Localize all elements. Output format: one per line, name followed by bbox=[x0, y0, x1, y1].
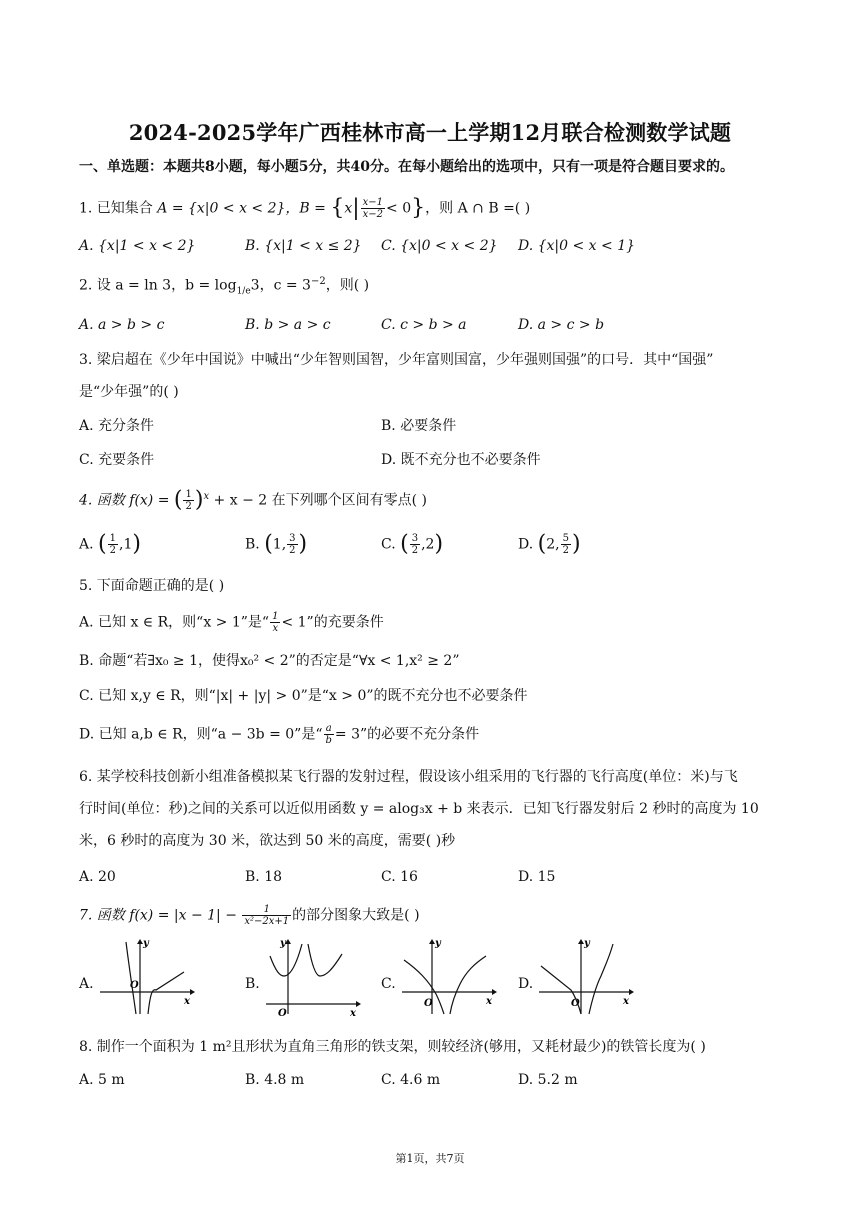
q1-setb-tail: < 0 bbox=[386, 200, 412, 217]
q1-setb-var: x bbox=[344, 200, 353, 217]
q2-stem-suffix: ，则( ) bbox=[325, 277, 370, 294]
page-title: 2024-2025学年广西桂林市高一上学期12月联合检测数学试题 bbox=[128, 120, 732, 145]
q7-label-b: B. bbox=[245, 976, 260, 992]
question-6-line-1: 6. 某学校科技创新小组准备模拟某飞行器的发射过程，假设该小组采用的飞行器的飞行高度(单位：米)与飞 bbox=[79, 769, 738, 785]
q6-option-a: A. 20 bbox=[79, 869, 116, 885]
question-8-stem: 8. 制作一个面积为 1 m²且形状为直角三角形的铁支架，则较经济(够用，又耗材最少)的铁管长度为( ) bbox=[79, 1039, 706, 1055]
q2-option-a: A. a > b > c bbox=[79, 317, 165, 333]
q7-label-a: A. bbox=[79, 976, 94, 992]
q1-option-b: B. {x|1 < x ≤ 2} bbox=[245, 238, 362, 254]
q4-stem-suffix: + x − 2 在下列哪个区间有零点( ) bbox=[213, 492, 427, 509]
question-4-stem: 4. 函数 f(x) = ( $\frac{1}{2}$ )$^x$ + x − 2 在下列哪个区间有零点( ) bbox=[79, 487, 427, 513]
q3-option-b: B. 必要条件 bbox=[381, 418, 457, 434]
q2-stem-middle: 3，c = 3 bbox=[250, 277, 311, 294]
q3-option-c: C. 充要条件 bbox=[79, 452, 155, 468]
q8-option-d: D. 5.2 m bbox=[518, 1072, 578, 1088]
q4-base-fraction: $\frac{1}{2}$ bbox=[185, 489, 192, 513]
q1-option-d: D. {x|0 < x < 1} bbox=[518, 238, 636, 254]
question-2-stem bbox=[79, 272, 369, 301]
svg-text:y: y bbox=[143, 938, 149, 949]
svg-text:O: O bbox=[571, 998, 580, 1009]
q5-option-a: A. 已知 x ∈ R，则“x > 1”是“ $\frac{1}{x}$ < 1”的充要条件 bbox=[79, 611, 384, 634]
svg-text:x: x bbox=[184, 996, 190, 1007]
question-3-line-1: 3. 梁启超在《少年中国说》中喊出“少年智则国智，少年富则国富，少年强则国强”的口号．其中“国强” bbox=[79, 352, 714, 368]
q1-option-c: C. {x|0 < x < 2} bbox=[381, 238, 498, 254]
q4-option-b: B. (1, $\frac{3}{2}$ ) bbox=[245, 531, 308, 557]
q7-graph-c bbox=[398, 936, 498, 1018]
q7-graph-a bbox=[96, 936, 196, 1018]
q4-option-c: C. ( $\frac{3}{2}$ ,2) bbox=[381, 531, 444, 557]
q7-label-c: C. bbox=[381, 976, 396, 992]
svg-text:y: y bbox=[280, 938, 286, 949]
q7-graph-b bbox=[262, 936, 362, 1018]
svg-text:x: x bbox=[486, 996, 492, 1007]
q5-option-c: C. 已知 x,y ∈ R，则“|x| + |y| > 0”是“x > 0”的既不充分也不必要条件 bbox=[79, 688, 528, 704]
q2-log-base: 1/e bbox=[236, 286, 251, 297]
svg-text:x: x bbox=[350, 1008, 356, 1018]
svg-text:y: y bbox=[435, 938, 441, 949]
svg-text:O: O bbox=[278, 1008, 287, 1018]
q6-option-c: C. 16 bbox=[381, 869, 418, 885]
q2-option-d: D. a > c > b bbox=[518, 317, 605, 333]
section-heading: 一、单选题：本题共8小题，每小题5分，共40分。在每小题给出的选项中，只有一项是符合题目要求的。 bbox=[79, 159, 734, 175]
svg-text:x: x bbox=[623, 996, 629, 1007]
q1-set-a: A = {x|0 < x < 2}，B = bbox=[157, 200, 331, 217]
page-footer: 第1页，共7页 bbox=[395, 1152, 465, 1165]
q6-option-b: B. 18 bbox=[245, 869, 283, 885]
q5-option-b: B. 命题“若∃x₀ ≥ 1，使得x₀² < 2”的否定是“∀x < 1,x² ≥ 2” bbox=[79, 653, 460, 669]
q8-option-c: C. 4.6 m bbox=[381, 1072, 441, 1088]
q1-stem-suffix: ，则 A ∩ B =( ) bbox=[425, 200, 531, 217]
q8-option-b: B. 4.8 m bbox=[245, 1072, 305, 1088]
q1-stem-prefix: 1. 已知集合 bbox=[79, 200, 158, 217]
q7-graph-d bbox=[535, 936, 635, 1018]
question-6-line-2: 行时间(单位：秒)之间的关系可以近似用函数 y = alog₃x + b 来表示．已知飞行器发射后 2 秒时的高度为 10 bbox=[79, 801, 759, 817]
q6-option-d: D. 15 bbox=[518, 869, 556, 885]
q1-option-a: A. {x|1 < x < 2} bbox=[79, 238, 196, 254]
svg-text:O: O bbox=[130, 980, 139, 991]
q4-stem-prefix: 4. 函数 f(x) = bbox=[79, 492, 174, 509]
q2-option-b: B. b > a > c bbox=[245, 317, 331, 333]
q2-option-c: C. c > b > a bbox=[381, 317, 467, 333]
svg-text:O: O bbox=[424, 998, 433, 1009]
q8-option-a: A. 5 m bbox=[79, 1072, 125, 1088]
q4-option-a: A. ( $\frac{1}{2}$ ,1) bbox=[79, 531, 141, 557]
q4-option-d: D. (2, $\frac{5}{2}$ ) bbox=[518, 531, 581, 557]
question-3-line-2: 是“少年强”的( ) bbox=[79, 384, 179, 400]
q7-label-d: D. bbox=[518, 976, 534, 992]
q1-setb-fraction: $\frac{x-1}{x-2}$ bbox=[362, 197, 384, 220]
q3-option-d: D. 既不充分也不必要条件 bbox=[381, 452, 541, 468]
question-1-stem: 1. 已知集合 A = {x|0 < x < 2}，B = {x| $\frac{x-1}{x-2}$ < 0}，则 A ∩ B =( ) bbox=[79, 195, 531, 221]
question-5-stem: 5. 下面命题正确的是( ) bbox=[79, 578, 225, 594]
q4-exponent: x bbox=[203, 491, 210, 502]
svg-text:y: y bbox=[584, 938, 590, 949]
question-6-line-3: 米，6 秒时的高度为 30 米，欲达到 50 米的高度，需要( )秒 bbox=[79, 833, 456, 849]
q5-option-d: D. 已知 a,b ∈ R，则“a − 3b = 0”是“ $\frac{a}{b}$ = 3”的必要不充分条件 bbox=[79, 723, 480, 746]
q3-option-a: A. 充分条件 bbox=[79, 418, 155, 434]
q2-exponent: −2 bbox=[310, 276, 326, 287]
q2-stem-prefix: 2. 设 a = ln 3，b = log bbox=[79, 277, 237, 294]
question-7-stem: 7. 函数 f(x) = |x − 1| − $\frac{1}{\text{x²−2x+1}}$ 的部分图象大致是( ) bbox=[79, 904, 420, 927]
